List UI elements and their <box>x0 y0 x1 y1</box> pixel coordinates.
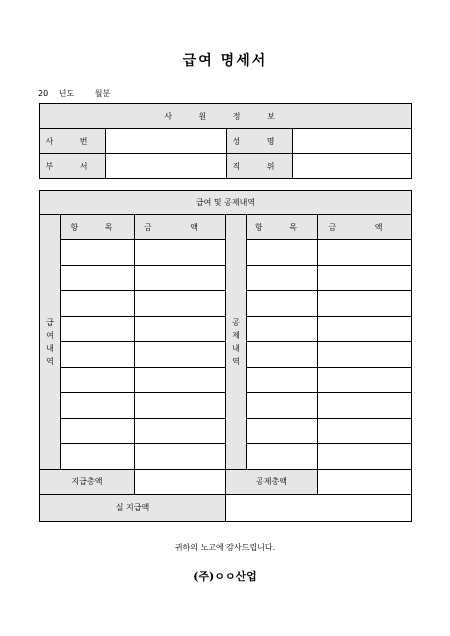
earnings-amount[interactable] <box>135 342 226 368</box>
deduction-amount[interactable] <box>318 393 412 419</box>
net-pay-label: 실 지급액 <box>40 494 226 521</box>
deductions-label-cell <box>226 215 247 470</box>
earnings-item[interactable] <box>61 418 135 444</box>
earnings-amount-header: 금 액 <box>135 215 226 240</box>
pay-deduction-table <box>39 190 412 522</box>
deduction-item[interactable] <box>247 342 318 368</box>
deduction-amount[interactable] <box>318 316 412 342</box>
deduction-amount[interactable] <box>318 418 412 444</box>
earnings-item[interactable] <box>61 240 135 266</box>
pay-period <box>38 88 118 99</box>
name-label: 성 명 <box>227 129 293 154</box>
earnings-amount[interactable] <box>135 418 226 444</box>
deduction-item[interactable] <box>247 291 318 317</box>
deduction-item[interactable] <box>247 240 318 266</box>
earnings-amount[interactable] <box>135 265 226 291</box>
total-pay-value[interactable] <box>135 469 226 494</box>
deduction-amount-header: 금 액 <box>318 215 412 240</box>
earnings-label: 급 여 내 역 <box>46 317 54 366</box>
deduction-amount[interactable] <box>318 240 412 266</box>
deduction-amount[interactable] <box>318 342 412 368</box>
company-name: (주)ㅇㅇ산업 <box>193 570 257 583</box>
year-suffix: 년도 <box>58 89 75 98</box>
deduction-item[interactable] <box>247 265 318 291</box>
earnings-amount[interactable] <box>135 240 226 266</box>
earnings-amount[interactable] <box>135 291 226 317</box>
year-prefix: 20 <box>38 89 49 98</box>
dept-label: 부 서 <box>40 154 106 179</box>
position-label: 직 위 <box>227 154 293 179</box>
employee-info-header: 사 원 정 보 <box>40 104 412 129</box>
deduction-item[interactable] <box>247 444 318 470</box>
emp-no-label: 사 번 <box>40 129 106 154</box>
position-value[interactable] <box>293 154 412 179</box>
earnings-amount[interactable] <box>135 316 226 342</box>
earnings-item[interactable] <box>61 291 135 317</box>
total-deduction-value[interactable] <box>318 469 412 494</box>
earnings-item[interactable] <box>61 444 135 470</box>
name-value[interactable] <box>293 129 412 154</box>
total-pay-label: 지급총액 <box>40 469 135 494</box>
earnings-item[interactable] <box>61 393 135 419</box>
deduction-item-header: 항 목 <box>247 215 318 240</box>
dept-value[interactable] <box>106 154 227 179</box>
earnings-item[interactable] <box>61 265 135 291</box>
net-pay-value[interactable] <box>226 494 412 521</box>
deduction-amount[interactable] <box>318 291 412 317</box>
deductions-label: 공 제 내 역 <box>232 317 240 366</box>
total-deduction-label: 공제총액 <box>226 469 318 494</box>
earnings-item[interactable] <box>61 316 135 342</box>
deduction-item[interactable] <box>247 418 318 444</box>
earnings-label-cell <box>40 215 61 470</box>
emp-no-value[interactable] <box>106 129 227 154</box>
earnings-item[interactable] <box>61 367 135 393</box>
earnings-amount[interactable] <box>135 393 226 419</box>
document-title: 급여 명세서 <box>182 53 268 69</box>
deduction-amount[interactable] <box>318 265 412 291</box>
pay-deduction-header: 급여 및 공제내역 <box>40 191 412 215</box>
earnings-amount[interactable] <box>135 444 226 470</box>
employee-info-table <box>39 103 412 179</box>
deduction-amount[interactable] <box>318 367 412 393</box>
deduction-item[interactable] <box>247 316 318 342</box>
deduction-item[interactable] <box>247 393 318 419</box>
deduction-amount[interactable] <box>318 444 412 470</box>
earnings-amount[interactable] <box>135 367 226 393</box>
earnings-item[interactable] <box>61 342 135 368</box>
earnings-item-header: 항 목 <box>61 215 135 240</box>
thanks-message: 귀하의 노고에 감사드립니다. <box>174 543 276 552</box>
month-suffix: 월분 <box>94 89 111 98</box>
deduction-item[interactable] <box>247 367 318 393</box>
